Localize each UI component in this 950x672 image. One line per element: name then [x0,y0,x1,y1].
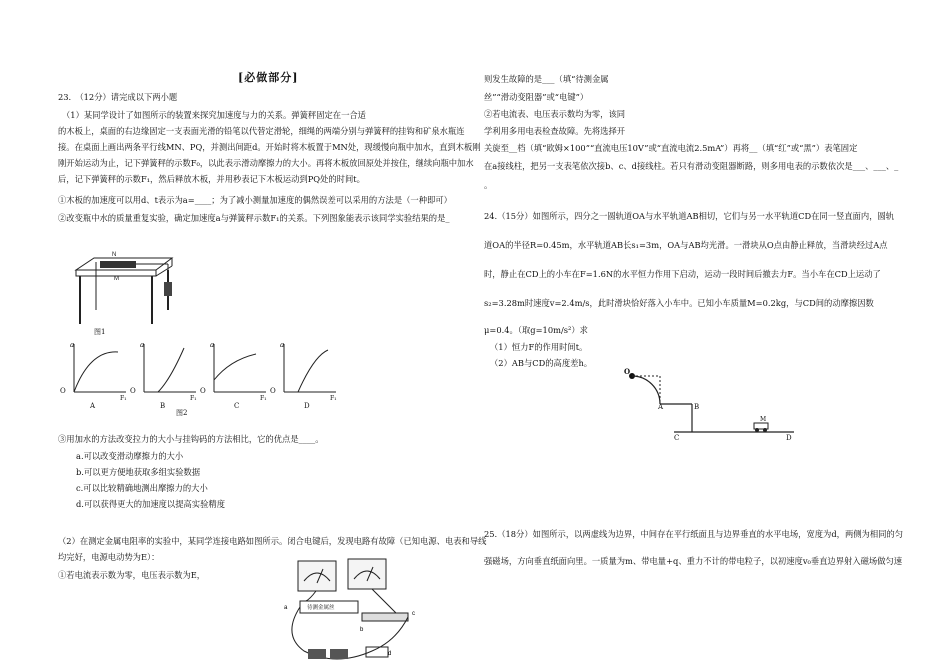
figure-1-label: 图1 [94,328,106,336]
q25-line: 强磁场，方向垂直纸面向里。一质量为m、带电量+q、重力不计的带电粒子，以初速度v₀垂直边界射入磁场做匀速 [484,556,903,566]
q24-sub2: （2）AB与CD的高度差h。 [490,358,593,368]
q23-sub2: ②改变瓶中水的质量重复实验，确定加速度a与弹簧秤示数F₁的关系。下列图象能表示该同学实验结果的是_ [58,213,450,223]
svg-text:c: c [412,611,415,617]
option-a: a.可以改变滑动摩擦力的大小 [76,451,184,461]
fault-text-line: 关旋至__档（填“欧姆×100”“直流电压10V”或“直流电流2.5mA”）再将__（填“红”或“黑”）表笔固定 [484,143,858,153]
point-b-label: B [694,403,700,411]
graph-d-letter: D [304,402,310,410]
cart-m-label: M [760,416,767,423]
option-b: b.可以更方便地获取多组实验数据 [76,467,201,477]
figure-2-label: 图2 [176,409,188,417]
option-c: c.可以比较精确地测出摩擦力的大小 [76,483,208,493]
q24-line: 道OA的半径R=0.45m，水平轨道AB长s₁=3m，OA与AB均光滑。一滑块从O点由静止释放，当滑块经过A点 [484,240,888,250]
circuit-wire-label: 待测金属丝 [307,605,335,611]
q25-line: 25.（18分）如图所示，以两虚线为边界，中间存在平行纸面且与边界垂直的水平电场，宽度为d，两侧为相同的匀 [484,529,904,539]
q23-p2-line: 均完好，电源电动势为E）： [58,552,160,562]
axis-f-label: F₁ [120,395,127,402]
section-title: [必做部分] [238,71,299,84]
origin-label: O [270,387,276,395]
svg-text:M: M [114,276,119,282]
track-figure [620,366,810,446]
svg-text:b: b [360,627,364,633]
svg-text:d: d [388,651,392,657]
fault-text-line: 在a接线柱，把另一支表笔依次接b、c、d接线柱。若只有滑动变阻器断路，则多用电表的示数依次是___、___、_ [484,161,899,171]
q23-p1-line: 刚开始运动为止，记下弹簧秤的示数F₀，以此表示滑动摩擦力的大小。再将木板放回原处并按住，继续向瓶中加水 [58,158,474,168]
point-o-label: O [624,367,631,376]
point-d-label: D [786,434,792,442]
graph-a-letter: A [90,402,96,410]
q24-line: 时，静止在CD上的小车在F=1.6N的水平恒力作用下启动，运动一段时间后撤去力F。当小车在CD上运动了 [484,269,881,279]
q23-p1-line: 的木板上，桌面的右边缘固定一支表面光滑的铅笔以代替定滑轮，细绳的两端分别与弹簧秤的挂钩和矿泉水瓶连 [58,126,465,136]
q23-p1-line: 后，记下弹簧秤的示数F₁，然后释放木板，并用秒表记下木板运动到PQ处的时间t。 [58,174,365,184]
fault-text-line: 则发生故障的是___（填“待测金属 [484,74,609,84]
q24-sub1: （1）恒力F的作用时间t。 [490,342,588,352]
graph-c [214,344,266,392]
q24-line: s₂=3.28m时速度v=2.4m/s，此时滑块恰好落入小车中。已知小车质量M=0.2kg，与CD间的动摩擦因数 [484,298,874,308]
graph-a [74,344,126,392]
svg-text:N: N [112,252,117,258]
q24-line: 24.（15分）如图所示，四分之一圆轨道OA与水平轨道AB相切，它们与另一水平轨道CD在同一竖直面内，圆轨 [484,211,895,221]
q24-line: μ=0.4。（取g=10m/s²）求 [484,325,588,335]
table-apparatus-figure [68,240,188,340]
q23-p1-line: （1）某同学设计了如图所示的装置来探究加速度与力的关系。弹簧秤固定在一合适 [62,110,366,120]
option-d: d.可以获得更大的加速度以提高实验精度 [76,499,225,509]
axis-a-label: a [210,341,215,349]
graph-c-letter: C [234,402,240,410]
origin-label: O [200,387,206,395]
axis-f-label: F₁ [190,395,197,402]
fault-text-line: ②若电流表、电压表示数均为零，该同 [484,109,626,119]
origin-label: O [130,387,136,395]
origin-label: O [60,387,66,395]
fault-text-line: 。 [484,180,493,190]
q23-p2-line: （2）在测定金属电阻率的实验中，某同学连接电路如图所示。闭合电键后，发现电路有故障（已知电源、电表和导线 [58,536,487,546]
axis-f-label: F₁ [330,395,337,402]
fault-text-line: 学利用多用电表检查故障。先将选择开 [484,126,626,136]
svg-text:a: a [284,605,288,611]
fault-text-line: 丝”“滑动变阻器”或“电键”） [484,92,589,102]
graph-d [284,344,336,392]
graph-b [144,344,196,392]
point-a-label: A [658,403,664,411]
point-c-label: C [674,434,680,442]
graph-b-letter: B [160,402,166,410]
q23-p1-line: 接。在桌面上画出两条平行线MN、PQ，并测出间距d。开始时将木板置于MN处，现缓慢向瓶中加水，直到木板刚 [58,142,481,152]
circuit-figure [276,555,426,672]
axis-a-label: a [70,341,75,349]
q23-header: 23. （12分）请完成以下两小题 [58,92,178,102]
axis-a-label: a [140,341,145,349]
graph-group-figure [58,340,358,410]
axis-f-label: F₁ [260,395,267,402]
q23-p2-sub1: ①若电流表示数为零，电压表示数为E， [58,570,206,580]
q23-sub1: ①木板的加速度可以用d、t表示为a=____；为了减小测量加速度的偶然误差可以采用的方法是（一种即可） [58,195,452,205]
q23-sub3: ③用加水的方法改变拉力的大小与挂钩码的方法相比，它的优点是____。 [58,434,324,444]
axis-a-label: a [280,341,285,349]
